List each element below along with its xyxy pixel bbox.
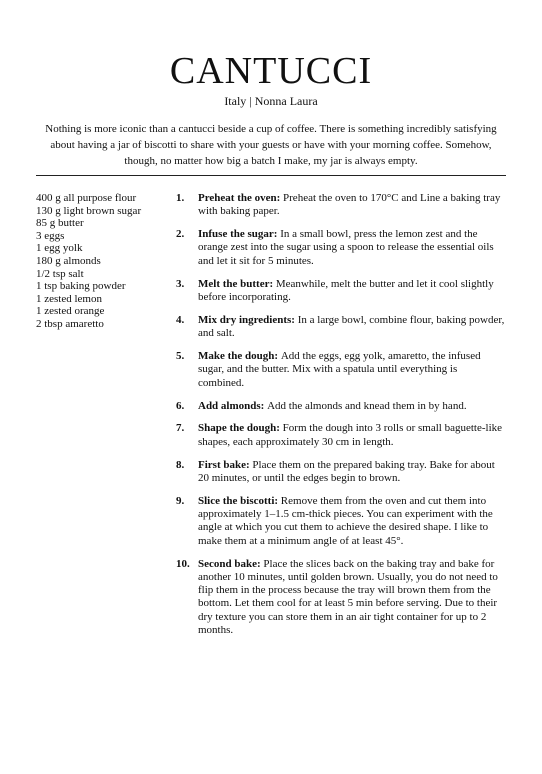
ingredients-list (36, 192, 176, 331)
step-text: Form the dough into 3 rolls or small baguette-like shapes, each approximately 30 cm in length. (198, 422, 503, 448)
step-text: Add the eggs, egg yolk, amaretto, the infused sugar, and the butter. Mix with a spatula until everything is combined. (198, 350, 481, 389)
ingredient-item: 2 tbsp amaretto (36, 317, 104, 330)
ingredient-item: 1 egg yolk (36, 242, 83, 255)
step-title: Mix dry ingredients: (198, 313, 298, 326)
section-divider (36, 175, 506, 176)
recipe-intro: Nothing is more iconic than a cantucci beside a cup of coffee. There is something incredibly satisfying about having a jar of biscotti to share with your guests or have with your morning coffee. Somehow, though, no matter how big a batch I make, my jar is always empty. (45, 123, 497, 167)
ingredient-item: 400 g all purpose flour (36, 192, 137, 204)
recipe-origin: Italy | Nonna Laura (224, 94, 318, 108)
method-step (176, 400, 506, 413)
ingredient-item: 1/2 tsp salt (36, 267, 84, 280)
step-text: Meanwhile, melt the butter and let it cool slightly before incorporating. (198, 277, 494, 303)
step-text: Place the slices back on the baking tray and bake for another 10 minutes, until golden brown. Usually, you do not need to flip them in the process because the tray will brown them from the bottom. Let them cool for at least 5 min before serving. Due to their dry texture you can store them in an air tight container for up to 2 months. (198, 557, 498, 637)
step-title: First bake: (198, 458, 253, 471)
recipe-title: CANTUCCI (169, 50, 373, 92)
step-title: Make the dough: (198, 350, 281, 363)
step-number: 10. (176, 557, 190, 570)
step-number: 6. (176, 399, 185, 412)
step-text: In a large bowl, combine flour, baking powder, and salt. (198, 313, 505, 340)
step-title: Shape the dough: (198, 422, 283, 435)
step-number: 7. (176, 422, 185, 435)
step-number: 2. (176, 228, 185, 241)
step-number: 1. (176, 192, 185, 204)
step-title: Melt the butter: (198, 277, 276, 290)
step-title: Infuse the sugar: (198, 228, 281, 241)
step-text: Add the almonds and knead them in by hand. (267, 399, 467, 412)
method-step (176, 314, 506, 341)
step-text: Place them on the prepared baking tray. Bake for about 20 minutes, or until the edges begin to brown. (198, 458, 495, 484)
ingredient-item: 1 zested lemon (36, 292, 102, 305)
step-number: 9. (176, 494, 185, 507)
step-number: 4. (176, 313, 185, 326)
step-title: Second bake: (198, 557, 264, 570)
ingredient-item: 1 zested orange (36, 305, 105, 318)
step-title: Add almonds: (198, 399, 268, 412)
method-step (176, 558, 506, 638)
method-step (176, 278, 506, 305)
method-step (176, 422, 506, 449)
ingredient-item: 3 eggs (36, 229, 65, 242)
step-number: 3. (176, 277, 185, 290)
ingredient-item: 1 tsp baking powder (36, 280, 126, 293)
method-step (176, 350, 506, 390)
step-number: 8. (176, 458, 185, 471)
step-text: Preheat the oven to 170°C and Line a baking tray with baking paper. (198, 192, 501, 218)
step-title: Slice the biscotti: (198, 494, 281, 507)
ingredient-item: 180 g almonds (36, 254, 101, 267)
method-step (176, 192, 506, 219)
step-text: In a small bowl, press the lemon zest and the orange zest into the sugar using a spoon to release the essential oils and let it sit for 5 minutes. (198, 228, 494, 267)
method-step (176, 459, 506, 486)
step-text: Remove them from the oven and cut them into approximately 1–1.5 cm-thick pieces. You can experiment with the angle at which you cut them to achieve the desired shape. I like to make them at a minimum angle of at least 45°. (198, 494, 493, 547)
ingredient-item: 85 g butter (36, 217, 84, 230)
method-step (176, 495, 506, 548)
method-steps (176, 192, 506, 647)
step-number: 5. (176, 350, 185, 363)
ingredient-item: 130 g light brown sugar (36, 204, 142, 217)
method-step (176, 228, 506, 268)
step-title: Preheat the oven: (198, 192, 284, 204)
